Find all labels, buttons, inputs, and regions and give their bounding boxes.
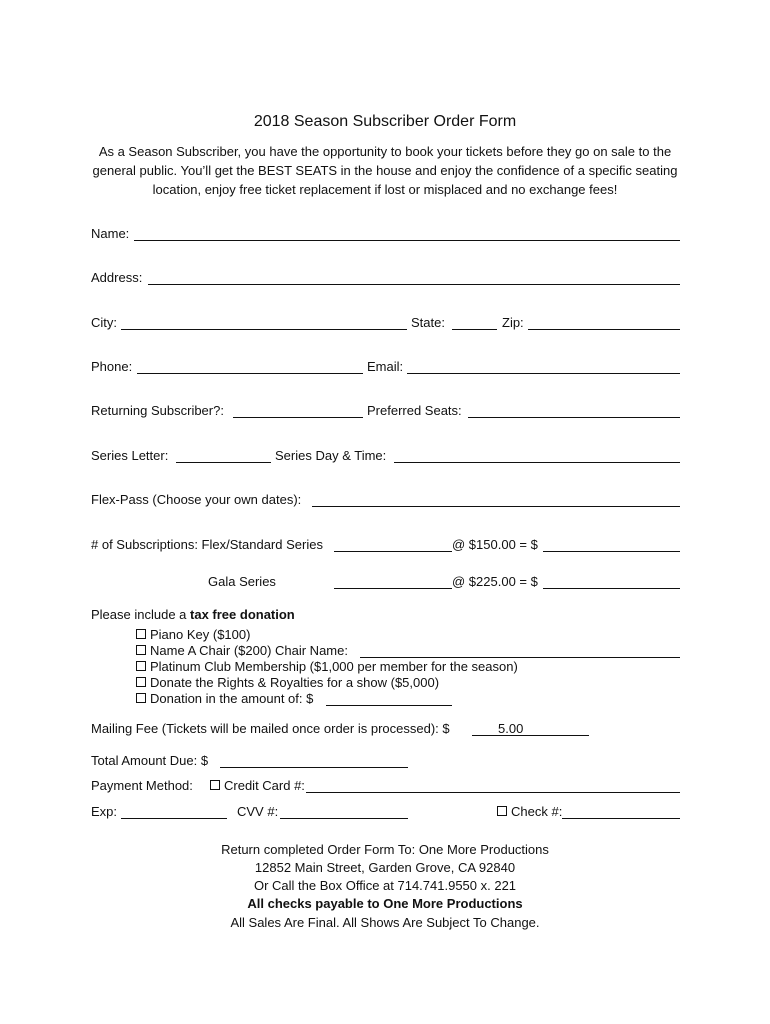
standard-price-label: @ $150.00 = $ — [452, 537, 538, 552]
donation-intro-text: Please include a — [91, 607, 191, 622]
zip-field[interactable] — [528, 329, 680, 330]
checkbox[interactable] — [136, 661, 146, 671]
address-label: Address: — [91, 270, 143, 285]
flex-pass-label: Flex-Pass (Choose your own dates): — [91, 492, 302, 507]
gala-quantity-field[interactable] — [334, 588, 452, 589]
check-label: Check #: — [511, 804, 563, 819]
standard-total-field[interactable] — [543, 551, 680, 552]
check-number-field[interactable] — [562, 818, 680, 819]
series-day-time-label: Series Day & Time: — [275, 448, 387, 463]
credit-card-field[interactable] — [306, 792, 680, 793]
email-label: Email: — [367, 359, 404, 374]
donation-option-label: Donate the Rights & Royalties for a show ($5,000) — [150, 675, 440, 690]
mailing-fee-value: 5.00 — [498, 721, 524, 736]
donation-option-platinum-club[interactable] — [136, 659, 518, 674]
name-field[interactable] — [134, 240, 680, 241]
preferred-seats-label: Preferred Seats: — [367, 403, 462, 418]
gala-total-field[interactable] — [543, 588, 680, 589]
donation-option-label: Name A Chair ($200) Chair Name: — [150, 643, 348, 658]
phone-field[interactable] — [137, 373, 363, 374]
mailing-fee-field — [472, 735, 589, 736]
intro-paragraph: As a Season Subscriber, you have the opportunity to book your tickets before they go on sale to the general public. You’ll get the BEST SEATS in the house and enjoy the confidence of a specific seating location, enjoy free ticket replacement if lost or misplaced and no exchange fees! — [92, 144, 678, 197]
zip-label: Zip: — [502, 315, 524, 330]
preferred-seats-field[interactable] — [468, 417, 680, 418]
flex-pass-field[interactable] — [312, 506, 680, 507]
payment-method-label: Payment Method: — [91, 778, 193, 793]
footer-final-line: All Sales Are Final. All Shows Are Subject To Change. — [230, 915, 540, 930]
footer-address-line: 12852 Main Street, Garden Grove, CA 92840 — [254, 860, 516, 875]
donation-option-label: Platinum Club Membership ($1,000 per member for the season) — [150, 659, 518, 674]
series-day-time-field[interactable] — [394, 462, 680, 463]
checkbox[interactable] — [136, 677, 146, 687]
checkbox[interactable] — [136, 693, 146, 703]
donation-option-name-a-chair[interactable] — [136, 643, 348, 658]
standard-quantity-field[interactable] — [334, 551, 452, 552]
form-title: 2018 Season Subscriber Order Form — [253, 113, 517, 130]
cvv-field[interactable] — [280, 818, 408, 819]
total-amount-label: Total Amount Due: $ — [91, 753, 209, 768]
phone-label: Phone: — [91, 359, 133, 374]
state-label: State: — [411, 315, 445, 330]
donation-option-label: Donation in the amount of: $ — [150, 691, 314, 706]
checkbox[interactable] — [136, 629, 146, 639]
city-label: City: — [91, 315, 117, 330]
donation-amount-field[interactable] — [326, 705, 452, 706]
footer-phone-line: Or Call the Box Office at 714.741.9550 x. 221 — [253, 878, 517, 893]
address-field[interactable] — [148, 284, 680, 285]
gala-series-label: Gala Series — [208, 574, 276, 589]
donation-option-rights-royalties[interactable] — [136, 675, 439, 690]
cvv-label: CVV #: — [237, 804, 279, 819]
series-letter-label: Series Letter: — [91, 448, 169, 463]
total-amount-field[interactable] — [220, 767, 408, 768]
checkbox[interactable] — [210, 780, 220, 790]
name-label: Name: — [91, 226, 130, 241]
email-field[interactable] — [407, 373, 680, 374]
gala-price-label: @ $225.00 = $ — [452, 574, 538, 589]
returning-subscriber-field[interactable] — [233, 417, 363, 418]
donation-option-amount[interactable] — [136, 691, 313, 706]
check-option[interactable] — [497, 804, 562, 819]
checkbox[interactable] — [497, 806, 507, 816]
returning-subscriber-label: Returning Subscriber?: — [91, 403, 224, 418]
subscriptions-label: # of Subscriptions: Flex/Standard Series — [91, 537, 323, 552]
donation-intro — [91, 607, 295, 622]
footer-return-line: Return completed Order Form To: One More Productions — [221, 842, 549, 857]
footer-checks-line: All checks payable to One More Productions — [247, 896, 523, 911]
donation-intro-bold: tax free donation — [190, 607, 295, 622]
mailing-fee-label: Mailing Fee (Tickets will be mailed once order is processed): $ — [91, 721, 450, 736]
state-field[interactable] — [452, 329, 497, 330]
credit-card-label: Credit Card #: — [224, 778, 305, 793]
series-letter-field[interactable] — [176, 462, 271, 463]
donation-option-label: Piano Key ($100) — [150, 627, 251, 642]
exp-field[interactable] — [121, 818, 227, 819]
chair-name-field[interactable] — [360, 657, 680, 658]
credit-card-option[interactable] — [210, 778, 305, 793]
city-field[interactable] — [121, 329, 407, 330]
exp-label: Exp: — [91, 804, 118, 819]
checkbox[interactable] — [136, 645, 146, 655]
donation-option-piano-key[interactable] — [136, 627, 250, 642]
